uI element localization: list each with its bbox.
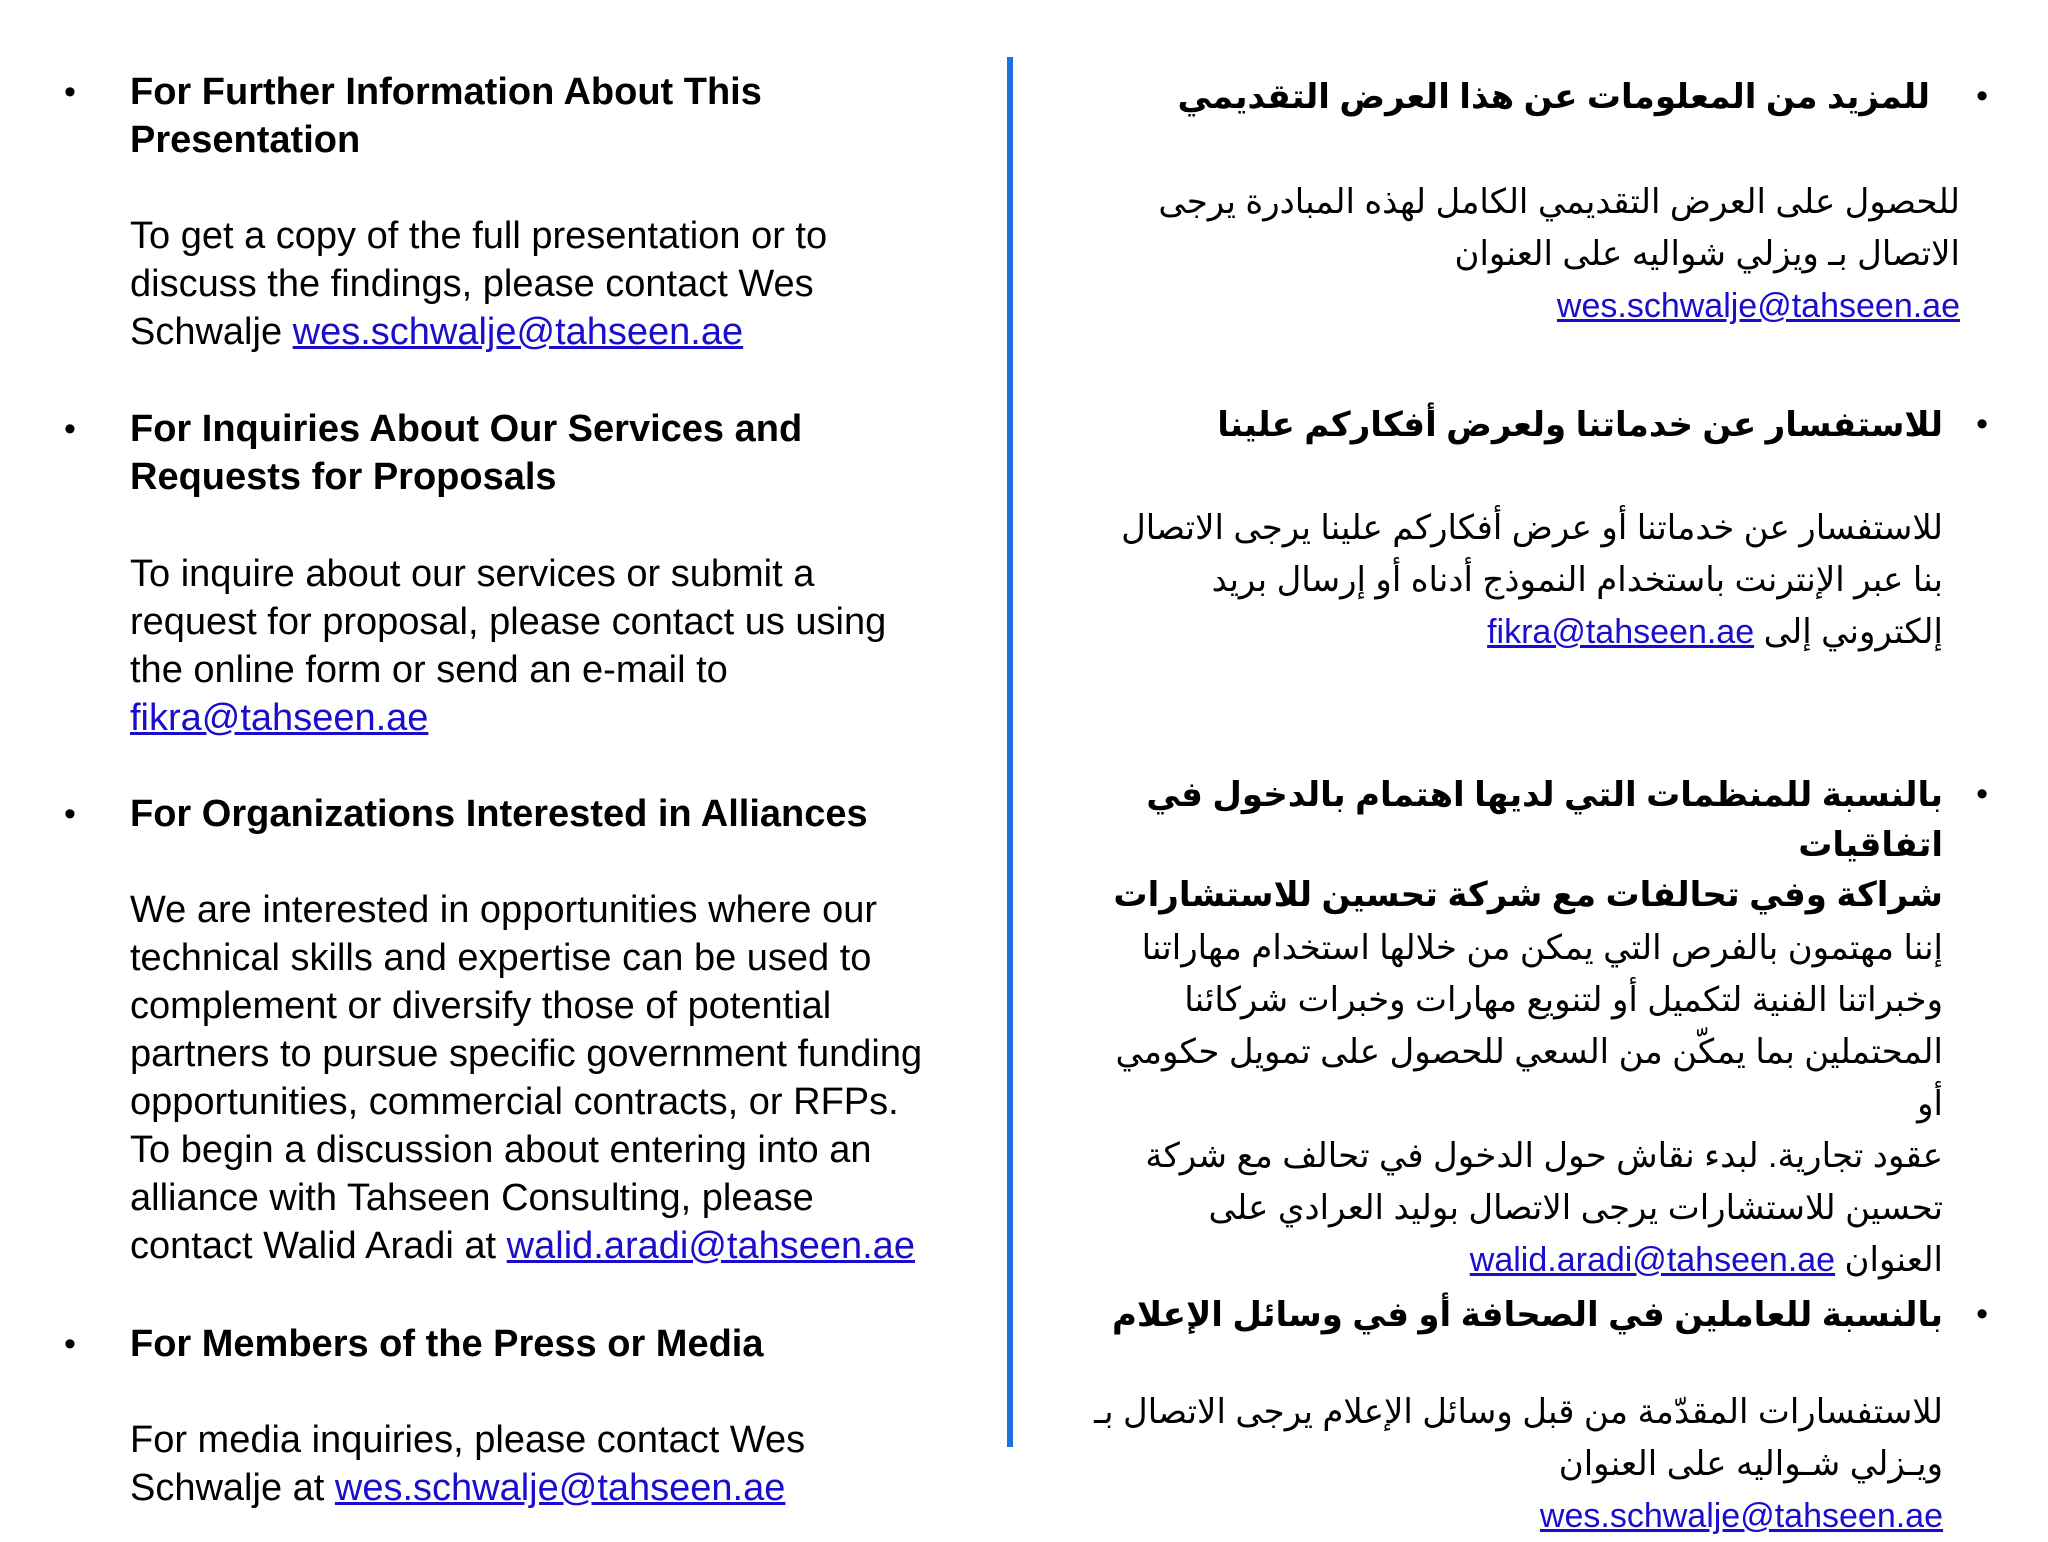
section-body-inquiries [130,550,990,742]
body-line: To get a copy of the full presentation or to [130,215,828,257]
section-heading-further-info [130,68,890,164]
body-line: the online form or send an e-mail to [130,649,728,691]
heading-line: For Further Information About This [130,71,762,113]
heading-line: بالنسبة للعاملين في الصحافة أو في وسائل الإعلام [1112,1296,1943,1334]
email-link-wes-press-ar[interactable]: wes.schwalje@tahseen.ae [1539,1497,1943,1535]
section-body-further-info-ar [1100,176,1960,332]
section-body-inquiries-ar [1083,502,1943,658]
english-column [0,0,1000,1536]
body-line: To begin a discussion about entering into an [130,1129,872,1171]
heading-line: Requests for Proposals [130,456,557,498]
section-body-alliances [130,886,990,1270]
body-line: المحتملين بما يمكّن من السعي للحصول على تمويل حكومي أو [1115,1033,1943,1123]
bullet-icon: • [1976,775,1988,813]
section-body-press [130,1416,990,1512]
arabic-column [1030,0,2048,1536]
body-line: وخبراتنا الفنية لتكميل أو لتنويع مهارات وخبرات شركائنا [1184,981,1943,1019]
body-line: الاتصال بـ ويزلي شواليه على العنوان [1454,235,1960,273]
email-link-wes[interactable]: wes.schwalje@tahseen.ae [292,311,744,353]
heading-line: For Inquiries About Our Services and [130,408,803,450]
bullet-icon: • [64,73,76,111]
email-link-wes-ar[interactable]: wes.schwalje@tahseen.ae [1556,287,1960,325]
column-divider [1007,57,1013,1447]
email-link-fikra-ar[interactable]: fikra@tahseen.ae [1487,613,1755,651]
body-line: alliance with Tahseen Consulting, please [130,1177,814,1219]
bullet-icon: • [64,795,76,833]
body-line: Schwalje [130,311,293,353]
body-line: للاستفسار عن خدماتنا أو عرض أفكاركم علينا يرجى الاتصال [1121,509,1943,547]
bullet-icon: • [1976,405,1988,443]
section-heading-further-info-ar [1090,72,1930,122]
body-line: contact Walid Aradi at [130,1225,507,1267]
section-body-press-ar [1083,1386,1943,1542]
bullet-icon: • [1976,1295,1988,1333]
body-line: opportunities, commercial contracts, or RFPs. [130,1081,899,1123]
email-link-wes-press[interactable]: wes.schwalje@tahseen.ae [334,1467,786,1509]
email-link-walid-ar[interactable]: walid.aradi@tahseen.ae [1469,1241,1836,1279]
body-line: تحسين للاستشارات يرجى الاتصال بوليد العرادي على [1208,1189,1943,1227]
body-line: عقود تجارية. لبدء نقاش حول الدخول في تحالف مع شركة [1145,1137,1943,1175]
body-line: For media inquiries, please contact Wes [130,1419,806,1461]
section-heading-press [130,1320,890,1368]
body-line: complement or diversify those of potential [130,985,832,1027]
section-heading-alliances [130,790,890,838]
body-line: technical skills and expertise can be used to [130,937,872,979]
section-body-alliances-ar [1083,922,1943,1286]
body-line: discuss the findings, please contact Wes [130,263,814,305]
body-line: العنوان [1844,1241,1943,1279]
heading-line: شراكة وفي تحالفات مع شركة تحسين للاستشارات [1113,876,1943,914]
body-line: بنا عبر الإنترنت باستخدام النموذج أدناه أو إرسال بريد [1211,561,1943,599]
bullet-icon: • [1976,77,1988,115]
body-line: للحصول على العرض التقديمي الكامل لهذه المبادرة يرجى [1158,183,1960,221]
body-line: partners to pursue specific government funding [130,1033,923,1075]
heading-line: For Organizations Interested in Alliances [130,793,868,835]
heading-line: بالنسبة للمنظمات التي لديها اهتمام بالدخول في اتفاقيات [1146,776,1943,864]
section-heading-press-ar [1103,1290,1943,1340]
body-line: للاستفسارات المقدّمة من قبل وسائل الإعلام يرجى الاتصال بـ [1094,1393,1943,1431]
section-body-further-info [130,212,990,356]
section-heading-alliances-ar [1103,770,1943,920]
body-line: إننا مهتمون بالفرص التي يمكن من خلالها استخدام مهاراتنا [1141,929,1943,967]
bullet-icon: • [64,410,76,448]
body-line: request for proposal, please contact us using [130,601,887,643]
body-line: We are interested in opportunities where our [130,889,878,931]
heading-line: للاستفسار عن خدماتنا ولعرض أفكاركم علينا [1217,406,1943,444]
body-line: To inquire about our services or submit a [130,553,815,595]
email-link-fikra[interactable]: fikra@tahseen.ae [130,697,429,739]
bullet-icon: • [64,1325,76,1363]
section-heading-inquiries [130,405,890,501]
heading-line: Presentation [130,119,361,161]
heading-line: للمزيد من المعلومات عن هذا العرض التقديمي [1177,78,1930,116]
section-heading-inquiries-ar [1103,400,1943,450]
body-line: ويـزلي شـواليه على العنوان [1558,1445,1943,1483]
heading-line: For Members of the Press or Media [130,1323,764,1365]
body-line: إلكتروني إلى [1763,613,1943,651]
body-line: Schwalje at [130,1467,335,1509]
email-link-walid[interactable]: walid.aradi@tahseen.ae [506,1225,915,1267]
